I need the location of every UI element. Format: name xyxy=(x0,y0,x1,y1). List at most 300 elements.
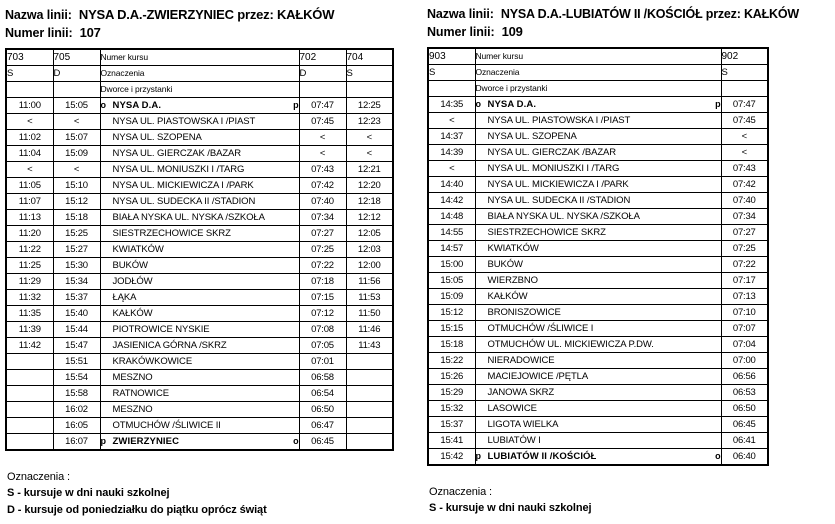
stop-name-cell xyxy=(475,177,721,193)
departure-time-cell: 15:26 xyxy=(428,369,475,385)
departure-time-cell: 15:27 xyxy=(53,242,100,258)
departure-time-cell: 11:20 xyxy=(6,226,53,242)
line-number-value: 107 xyxy=(79,25,101,40)
departure-time-cell: 11:00 xyxy=(6,98,53,114)
stop-name: LUBIATÓW II /KOŚCIÓŁ xyxy=(487,451,597,462)
arrival-time-cell: 12:18 xyxy=(346,194,393,210)
stop-name-cell xyxy=(100,434,299,451)
course-number-header-label: Numer kursu xyxy=(100,49,299,66)
stop-name-cell xyxy=(475,337,721,353)
stop-name: WIERZBNO xyxy=(487,275,538,286)
table-row xyxy=(6,242,393,258)
table-row xyxy=(6,290,393,306)
table-row xyxy=(6,210,393,226)
table-row xyxy=(428,145,768,161)
stop-name: BIAŁA NYSKA UL. NYSKA /SZKOŁA xyxy=(487,211,640,222)
departure-time-cell: 14:37 xyxy=(428,129,475,145)
departure-time-cell: 11:05 xyxy=(6,178,53,194)
stop-name: NYSA UL. PIASTOWSKA I /PIAST xyxy=(487,115,631,126)
line-heading-107 xyxy=(5,6,425,42)
stop-name-cell xyxy=(100,402,299,418)
departure-time-cell: 14:55 xyxy=(428,225,475,241)
stop-name: NYSA UL. SZOPENA xyxy=(112,132,202,143)
arrival-time-cell: 07:10 xyxy=(721,305,768,321)
arrival-time-cell: 07:34 xyxy=(721,209,768,225)
table-row xyxy=(428,129,768,145)
header-row-symbols xyxy=(428,65,768,81)
line-name-value: NYSA D.A.-ZWIERZYNIEC przez: KAŁKÓW xyxy=(78,7,335,22)
stop-name: BRONISZOWICE xyxy=(487,307,561,318)
departure-time-cell: 16:05 xyxy=(53,418,100,434)
table-row xyxy=(6,354,393,370)
arrival-time-cell: 06:56 xyxy=(721,369,768,385)
departure-time-cell: 15:07 xyxy=(53,130,100,146)
arrival-time-cell: 12:05 xyxy=(346,226,393,242)
departure-time-cell: 15:22 xyxy=(428,353,475,369)
stop-name: NYSA UL. MONIUSZKI I /TARG xyxy=(112,164,245,175)
stops-header-label: Dworce i przystanki xyxy=(475,81,721,97)
departure-time-cell xyxy=(6,354,53,370)
departure-time-cell: 15:15 xyxy=(428,321,475,337)
timetable-107-body xyxy=(6,98,393,451)
stop-name-cell xyxy=(475,129,721,145)
stop-name: OTMUCHÓW /ŚLIWICE I xyxy=(487,323,594,334)
arrival-time-cell: 07:13 xyxy=(721,289,768,305)
stop-name-cell xyxy=(475,145,721,161)
departure-time-cell: 15:18 xyxy=(428,337,475,353)
table-row xyxy=(428,209,768,225)
stop-name-cell xyxy=(100,290,299,306)
stop-name: SIESTRZECHOWICE SKRZ xyxy=(112,228,231,239)
arrival-time-cell: 07:42 xyxy=(721,177,768,193)
departure-time-cell: 15:12 xyxy=(53,194,100,210)
arrival-time-cell: 07:01 xyxy=(299,354,346,370)
stop-name: BIAŁA NYSKA UL. NYSKA /SZKOŁA xyxy=(112,212,265,223)
departure-time-cell: 15:00 xyxy=(428,257,475,273)
arrival-time-cell: 06:45 xyxy=(721,417,768,433)
stop-name: NYSA UL. MICKIEWICZA I /PARK xyxy=(487,179,629,190)
arrival-time-cell: 12:12 xyxy=(346,210,393,226)
arrival-time-cell: 07:47 xyxy=(299,98,346,114)
table-row xyxy=(428,225,768,241)
table-row xyxy=(6,306,393,322)
stop-name: MESZNO xyxy=(112,404,153,415)
timetable-panel-109 xyxy=(425,0,835,524)
departure-time-cell: 15:32 xyxy=(428,401,475,417)
stop-name: KAŁKÓW xyxy=(487,291,528,302)
arrival-time-cell: 12:25 xyxy=(346,98,393,114)
table-row xyxy=(428,273,768,289)
table-row xyxy=(6,370,393,386)
departure-time-cell xyxy=(6,370,53,386)
departure-time-cell: 14:40 xyxy=(428,177,475,193)
departure-time-cell: 14:57 xyxy=(428,241,475,257)
arrival-time-cell: 07:27 xyxy=(721,225,768,241)
table-row xyxy=(428,161,768,177)
stop-name: ZWIERZYNIEC xyxy=(112,436,180,447)
stop-name: NYSA UL. MONIUSZKI I /TARG xyxy=(487,163,620,174)
departure-time-cell: 15:09 xyxy=(53,146,100,162)
table-row xyxy=(6,178,393,194)
arrival-time-cell: 11:53 xyxy=(346,290,393,306)
legend-title: Oznaczenia : xyxy=(7,471,71,483)
departure-time-cell: 15:34 xyxy=(53,274,100,290)
stop-name: NYSA UL. GIERCZAK /BAZAR xyxy=(487,147,617,158)
arrival-time-cell xyxy=(346,418,393,434)
legend-109 xyxy=(427,484,835,517)
departure-time-cell: 15:54 xyxy=(53,370,100,386)
stop-start-marker: o xyxy=(100,100,106,110)
arrival-time-cell: 06:50 xyxy=(299,402,346,418)
course-number-header-label: Numer kursu xyxy=(475,48,721,65)
departure-time-cell: 15:30 xyxy=(53,258,100,274)
departure-time-cell xyxy=(6,434,53,451)
departure-time-cell: 11:29 xyxy=(6,274,53,290)
arrival-time-cell: 07:17 xyxy=(721,273,768,289)
departure-time-cell: 11:32 xyxy=(6,290,53,306)
empty-cell xyxy=(428,81,475,97)
departure-time-cell xyxy=(6,402,53,418)
stop-name-cell xyxy=(475,401,721,417)
stop-name-cell xyxy=(100,370,299,386)
stop-name: ŁĄKA xyxy=(112,292,137,303)
table-row xyxy=(6,338,393,354)
arrival-time-cell: 06:47 xyxy=(299,418,346,434)
arrival-time-cell: 06:45 xyxy=(299,434,346,451)
arrival-time-cell: 07:40 xyxy=(299,194,346,210)
stop-start-marker: p xyxy=(100,436,106,446)
stop-name-cell xyxy=(100,418,299,434)
header-row-course-number xyxy=(6,49,393,66)
stop-name-cell xyxy=(475,225,721,241)
arrival-time-cell: 06:54 xyxy=(299,386,346,402)
arrival-time-cell: 07:00 xyxy=(721,353,768,369)
departure-time-cell xyxy=(6,418,53,434)
departure-time-cell: 11:04 xyxy=(6,146,53,162)
empty-cell xyxy=(721,81,768,97)
stop-name-cell xyxy=(475,273,721,289)
arrival-time-cell: 12:21 xyxy=(346,162,393,178)
arrival-time-cell: 12:03 xyxy=(346,242,393,258)
stop-end-marker: o xyxy=(715,451,721,461)
departure-time-cell: < xyxy=(6,114,53,130)
table-row xyxy=(6,194,393,210)
arrival-time-cell: 07:08 xyxy=(299,322,346,338)
empty-cell xyxy=(53,82,100,98)
arrival-time-cell: < xyxy=(346,146,393,162)
departure-time-cell: 15:58 xyxy=(53,386,100,402)
departure-time-cell: 15:41 xyxy=(428,433,475,449)
arrival-time-cell: 06:40 xyxy=(721,449,768,466)
table-row xyxy=(428,369,768,385)
departure-time-cell: 14:48 xyxy=(428,209,475,225)
line-name-row xyxy=(427,6,835,23)
stop-name-cell xyxy=(100,274,299,290)
stop-name: NIERADOWICE xyxy=(487,355,555,366)
legend-item-s: S - kursuje w dni nauki szkolnej xyxy=(7,487,170,499)
arrival-time-cell: 12:00 xyxy=(346,258,393,274)
stop-start-marker: o xyxy=(475,99,481,109)
departure-time-cell: 15:51 xyxy=(53,354,100,370)
arrival-time-cell: < xyxy=(721,145,768,161)
table-row xyxy=(428,353,768,369)
stop-name-cell xyxy=(100,306,299,322)
table-row xyxy=(6,418,393,434)
stop-end-marker: p xyxy=(715,99,721,109)
table-row xyxy=(428,417,768,433)
departure-time-cell: < xyxy=(6,162,53,178)
stop-name-cell xyxy=(100,146,299,162)
stop-name-cell xyxy=(100,210,299,226)
stop-name-cell xyxy=(100,386,299,402)
legend-item-s: S - kursuje w dni nauki szkolnej xyxy=(429,502,592,514)
stop-name-cell xyxy=(475,369,721,385)
arrival-time-cell: 06:41 xyxy=(721,433,768,449)
stop-name: JANOWA SKRZ xyxy=(487,387,555,398)
line-number-value: 109 xyxy=(501,24,523,39)
course-symbol-705: D xyxy=(53,66,100,82)
stops-header-label: Dworce i przystanki xyxy=(100,82,299,98)
table-row xyxy=(428,401,768,417)
stop-name-cell xyxy=(475,257,721,273)
arrival-time-cell: 11:50 xyxy=(346,306,393,322)
arrival-time-cell: 07:42 xyxy=(299,178,346,194)
stop-name-cell xyxy=(475,241,721,257)
arrival-time-cell: 06:58 xyxy=(299,370,346,386)
arrival-time-cell: 07:43 xyxy=(299,162,346,178)
header-row-stops xyxy=(6,82,393,98)
legend-title: Oznaczenia : xyxy=(429,486,493,498)
arrival-time-cell: 07:47 xyxy=(721,97,768,113)
stop-name-cell xyxy=(475,97,721,113)
stop-name: JASIENICA GÓRNA /SKRZ xyxy=(112,340,227,351)
line-number-row xyxy=(5,24,425,42)
arrival-time-cell: 07:18 xyxy=(299,274,346,290)
table-row xyxy=(6,386,393,402)
table-row xyxy=(6,402,393,418)
arrival-time-cell: 07:22 xyxy=(299,258,346,274)
stop-name-cell xyxy=(100,98,299,114)
arrival-time-cell: 07:25 xyxy=(299,242,346,258)
departure-time-cell: 15:37 xyxy=(428,417,475,433)
stop-name: OTMUCHÓW /ŚLIWICE II xyxy=(112,420,221,431)
arrival-time-cell: 07:40 xyxy=(721,193,768,209)
legend-item-d: D - kursuje od poniedziałku do piątku oprócz świąt xyxy=(7,504,267,516)
stop-name-cell xyxy=(475,305,721,321)
stop-name: KRAKÓWKOWICE xyxy=(112,356,193,367)
departure-time-cell: 15:05 xyxy=(428,273,475,289)
arrival-time-cell: 07:05 xyxy=(299,338,346,354)
departure-time-cell: 11:07 xyxy=(6,194,53,210)
course-symbol-704: S xyxy=(346,66,393,82)
stop-name-cell xyxy=(100,242,299,258)
stop-name: OTMUCHÓW UL. MICKIEWICZA P.DW. xyxy=(487,339,654,350)
departure-time-cell: < xyxy=(53,162,100,178)
line-number-label: Numer linii: xyxy=(5,26,73,40)
departure-time-cell: 11:22 xyxy=(6,242,53,258)
table-row xyxy=(428,385,768,401)
arrival-time-cell: 07:25 xyxy=(721,241,768,257)
stop-name: BUKÓW xyxy=(487,259,523,270)
line-heading-109 xyxy=(427,6,835,41)
line-name-value: NYSA D.A.-LUBIATÓW II /KOŚCIÓŁ przez: KAŁKÓW xyxy=(500,7,800,21)
empty-cell xyxy=(346,82,393,98)
stop-name-cell xyxy=(475,161,721,177)
course-symbol-703: S xyxy=(6,66,53,82)
timetable-109-body xyxy=(428,97,768,466)
departure-time-cell: 15:09 xyxy=(428,289,475,305)
stop-name: MACIEJOWICE /PĘTLA xyxy=(487,371,589,382)
departure-time-cell: 15:05 xyxy=(53,98,100,114)
table-row xyxy=(6,162,393,178)
departure-time-cell: 11:39 xyxy=(6,322,53,338)
arrival-time-cell: 11:43 xyxy=(346,338,393,354)
stop-name-cell xyxy=(100,338,299,354)
departure-time-cell: 11:35 xyxy=(6,306,53,322)
stop-name: BUKÓW xyxy=(112,260,148,271)
arrival-time-cell xyxy=(346,386,393,402)
stop-name: RATNOWICE xyxy=(112,388,169,399)
departure-time-cell: 15:42 xyxy=(428,449,475,466)
departure-time-cell: 15:29 xyxy=(428,385,475,401)
table-row xyxy=(6,226,393,242)
table-row xyxy=(6,322,393,338)
stop-name: LUBIATÓW I xyxy=(487,435,541,446)
course-symbol-902: S xyxy=(721,65,768,81)
arrival-time-cell: 07:34 xyxy=(299,210,346,226)
stop-name: LIGOTA WIELKA xyxy=(487,419,559,430)
course-number-703: 703 xyxy=(6,49,53,66)
departure-time-cell: 15:37 xyxy=(53,290,100,306)
empty-cell xyxy=(299,82,346,98)
departure-time-cell: 15:47 xyxy=(53,338,100,354)
stop-name-cell xyxy=(475,433,721,449)
table-row xyxy=(428,305,768,321)
arrival-time-cell: < xyxy=(299,130,346,146)
stop-name-cell xyxy=(475,353,721,369)
stop-name-cell xyxy=(100,258,299,274)
departure-time-cell: 16:07 xyxy=(53,434,100,451)
arrival-time-cell: < xyxy=(721,129,768,145)
stop-name-cell xyxy=(100,162,299,178)
stop-name-cell xyxy=(100,114,299,130)
stop-name: JODŁÓW xyxy=(112,276,153,287)
departure-time-cell: 15:44 xyxy=(53,322,100,338)
course-number-902: 902 xyxy=(721,48,768,65)
stop-name-cell xyxy=(475,289,721,305)
stop-name: NYSA UL. PIASTOWSKA I /PIAST xyxy=(112,116,256,127)
table-row xyxy=(428,97,768,113)
arrival-time-cell: 07:07 xyxy=(721,321,768,337)
stop-name-cell xyxy=(100,354,299,370)
symbols-header-label: Oznaczenia xyxy=(475,65,721,81)
stop-name-cell xyxy=(475,209,721,225)
arrival-time-cell: 12:23 xyxy=(346,114,393,130)
stop-name: SIESTRZECHOWICE SKRZ xyxy=(487,227,606,238)
stop-name: LASOWICE xyxy=(487,403,537,414)
table-row xyxy=(428,433,768,449)
line-name-row xyxy=(5,6,425,24)
course-number-705: 705 xyxy=(53,49,100,66)
departure-time-cell: 15:25 xyxy=(53,226,100,242)
table-row xyxy=(6,98,393,114)
table-row xyxy=(428,241,768,257)
departure-time-cell: 11:42 xyxy=(6,338,53,354)
arrival-time-cell: 07:12 xyxy=(299,306,346,322)
stop-name: MESZNO xyxy=(112,372,153,383)
table-row xyxy=(6,130,393,146)
arrival-time-cell: 07:45 xyxy=(721,113,768,129)
timetable-109 xyxy=(427,47,769,466)
stop-name: NYSA D.A. xyxy=(487,99,537,110)
departure-time-cell: 11:13 xyxy=(6,210,53,226)
arrival-time-cell: 11:46 xyxy=(346,322,393,338)
stop-name-cell xyxy=(475,113,721,129)
departure-time-cell: 11:02 xyxy=(6,130,53,146)
stop-name-cell xyxy=(475,449,721,466)
departure-time-cell: 14:39 xyxy=(428,145,475,161)
stop-name: NYSA UL. SUDECKA II /STADION xyxy=(112,196,256,207)
stop-name: NYSA D.A. xyxy=(112,100,162,111)
arrival-time-cell: 06:53 xyxy=(721,385,768,401)
departure-time-cell: 14:35 xyxy=(428,97,475,113)
symbols-header-label: Oznaczenia xyxy=(100,66,299,82)
table-row xyxy=(428,193,768,209)
table-row xyxy=(428,289,768,305)
arrival-time-cell xyxy=(346,354,393,370)
departure-time-cell: < xyxy=(428,113,475,129)
arrival-time-cell xyxy=(346,434,393,451)
table-row xyxy=(6,258,393,274)
stop-name: NYSA UL. SUDECKA II /STADION xyxy=(487,195,631,206)
arrival-time-cell: < xyxy=(299,146,346,162)
stop-name-cell xyxy=(100,178,299,194)
stop-end-marker: p xyxy=(293,100,299,110)
arrival-time-cell: 07:45 xyxy=(299,114,346,130)
departure-time-cell: 16:02 xyxy=(53,402,100,418)
course-number-704: 704 xyxy=(346,49,393,66)
table-row xyxy=(428,321,768,337)
arrival-time-cell: 11:56 xyxy=(346,274,393,290)
departure-time-cell: < xyxy=(53,114,100,130)
stop-name-cell xyxy=(475,193,721,209)
departure-time-cell: 15:12 xyxy=(428,305,475,321)
arrival-time-cell: 07:27 xyxy=(299,226,346,242)
departure-time-cell: 14:42 xyxy=(428,193,475,209)
arrival-time-cell: 07:43 xyxy=(721,161,768,177)
stop-name-cell xyxy=(475,321,721,337)
line-number-row xyxy=(427,23,835,41)
course-number-702: 702 xyxy=(299,49,346,66)
arrival-time-cell: 07:22 xyxy=(721,257,768,273)
header-row-course-number xyxy=(428,48,768,65)
stop-name: NYSA UL. MICKIEWICZA I /PARK xyxy=(112,180,254,191)
arrival-time-cell: 06:50 xyxy=(721,401,768,417)
table-row xyxy=(6,114,393,130)
stop-name: PIOTROWICE NYSKIE xyxy=(112,324,210,335)
arrival-time-cell: 12:20 xyxy=(346,178,393,194)
table-row xyxy=(428,177,768,193)
stop-name-cell xyxy=(100,194,299,210)
departure-time-cell: < xyxy=(428,161,475,177)
line-name-label: Nazwa linii: xyxy=(5,8,72,22)
departure-time-cell: 11:25 xyxy=(6,258,53,274)
course-symbol-903: S xyxy=(428,65,475,81)
stop-name: KWIATKÓW xyxy=(112,244,164,255)
arrival-time-cell xyxy=(346,370,393,386)
table-row xyxy=(428,337,768,353)
stop-name-cell xyxy=(100,130,299,146)
